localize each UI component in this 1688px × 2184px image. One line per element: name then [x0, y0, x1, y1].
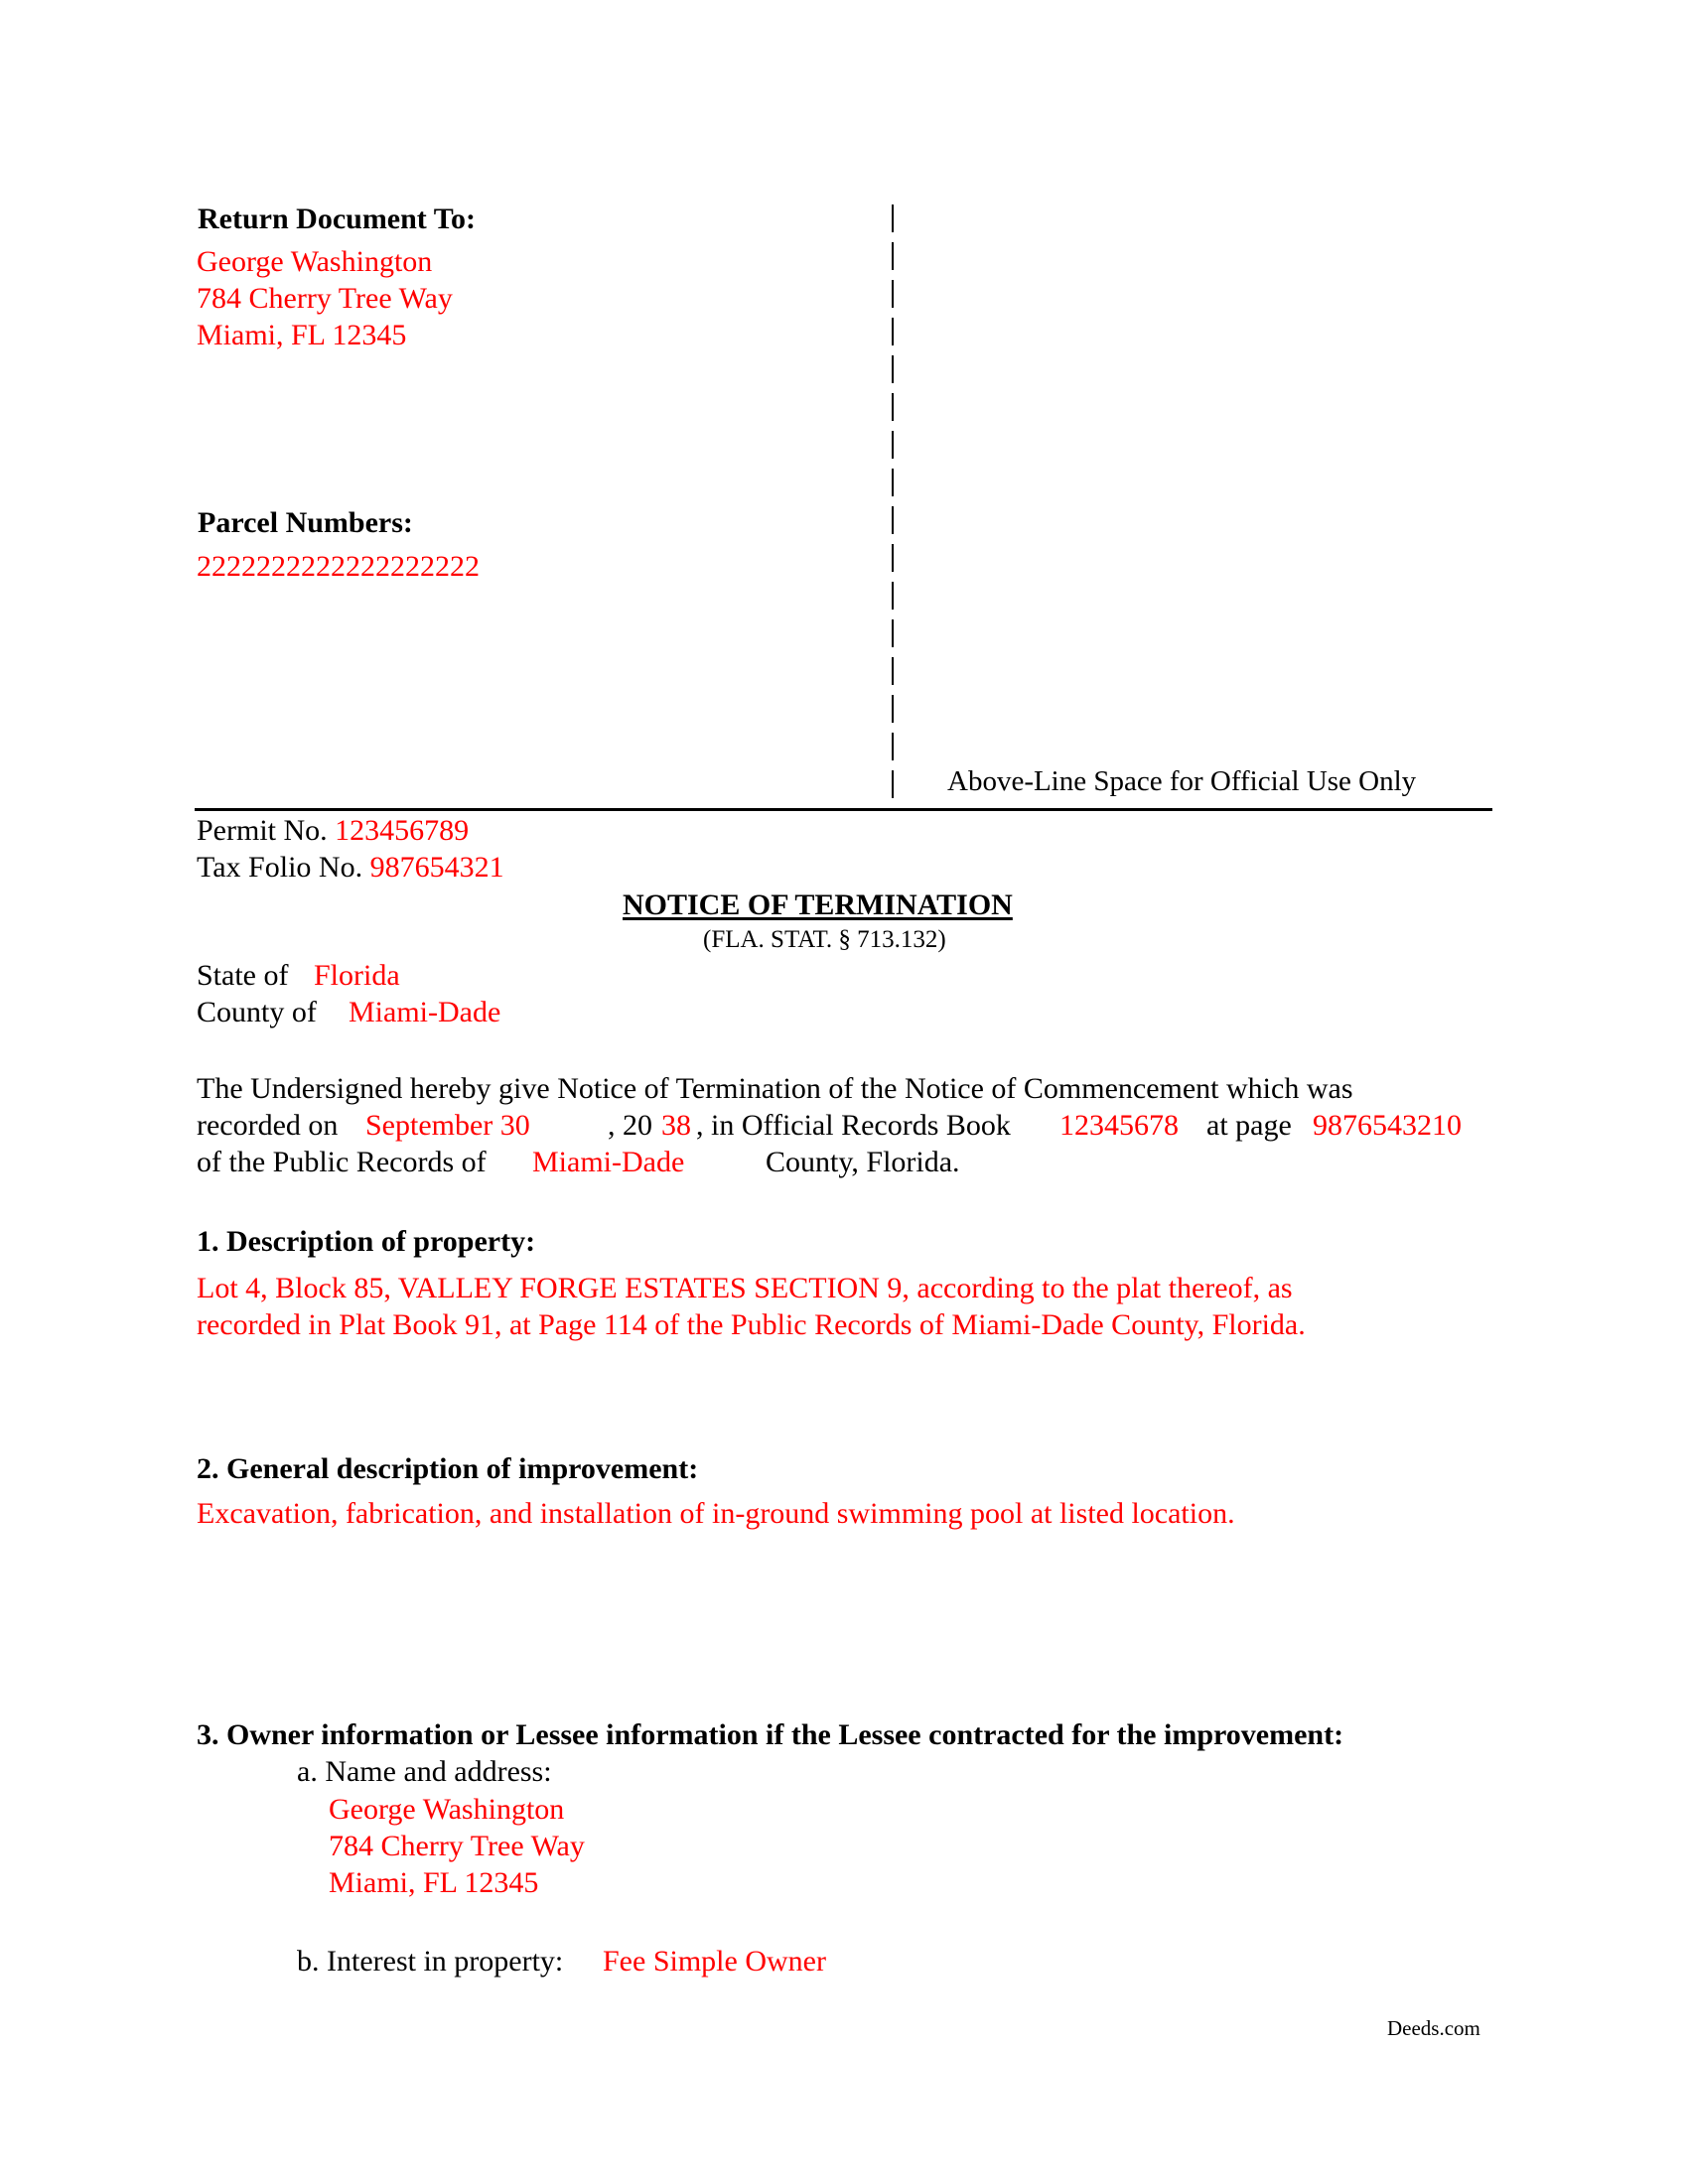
statute-citation: (FLA. STAT. § 713.132) [703, 926, 946, 953]
intro-recorded-on: recorded on [197, 1109, 339, 1142]
return-street: 784 Cherry Tree Way [197, 282, 453, 315]
records-county: Miami-Dade [532, 1146, 685, 1178]
document-title: NOTICE OF TERMINATION [623, 888, 1013, 921]
intro-book-text: , in Official Records Book [696, 1109, 1011, 1142]
return-name: George Washington [197, 245, 433, 278]
parcel-numbers-value: 2222222222222222222 [197, 550, 480, 583]
footer-brand: Deeds.com [1387, 2016, 1480, 2040]
permit-label: Permit No. [197, 814, 328, 847]
official-use-label: Above-Line Space for Official Use Only [947, 765, 1417, 797]
return-document-label: Return Document To: [198, 203, 477, 235]
folio-row [197, 853, 504, 883]
records-book-number: 12345678 [1059, 1109, 1179, 1142]
intro-records-text: of the Public Records of [197, 1146, 487, 1178]
section-1-heading: 1. Description of property: [197, 1225, 536, 1258]
owner-name: George Washington [329, 1793, 565, 1826]
folio-value: 987654321 [369, 851, 504, 884]
records-page-number: 9876543210 [1313, 1109, 1462, 1142]
section-2-heading: 2. General description of improvement: [197, 1452, 699, 1485]
owner-street: 784 Cherry Tree Way [329, 1830, 585, 1862]
improvement-description: Excavation, fabrication, and installation of in-ground swimming pool at listed location. [197, 1497, 1235, 1530]
folio-label: Tax Folio No. [197, 851, 363, 884]
intro-year-prefix: , 20 [608, 1109, 652, 1142]
state-value: Florida [314, 959, 400, 992]
county-label: County of [197, 996, 317, 1028]
name-address-label: a. Name and address: [297, 1755, 552, 1788]
county-value: Miami-Dade [349, 996, 501, 1028]
property-description-line-2: recorded in Plat Book 91, at Page 114 of the Public Records of Miami-Dade County, Florida. [197, 1308, 1306, 1341]
parcel-numbers-label: Parcel Numbers: [198, 506, 413, 539]
section-3-heading: 3. Owner information or Lessee information if the Lessee contracted for the improvement: [197, 1718, 1344, 1751]
recorded-year: 38 [661, 1109, 691, 1142]
interest-value: Fee Simple Owner [603, 1945, 826, 1978]
property-description-line-1: Lot 4, Block 85, VALLEY FORGE ESTATES SECTION 9, according to the plat thereof, as [197, 1272, 1293, 1304]
permit-row [197, 816, 469, 846]
permit-value: 123456789 [335, 814, 470, 847]
intro-county-suffix: County, Florida. [766, 1146, 960, 1178]
interest-label: b. Interest in property: [297, 1945, 564, 1978]
recording-line [195, 808, 1492, 811]
intro-page-text: at page [1206, 1109, 1292, 1142]
return-city: Miami, FL 12345 [197, 319, 407, 351]
owner-city: Miami, FL 12345 [329, 1866, 539, 1899]
state-label: State of [197, 959, 289, 992]
recorded-date: September 30 [365, 1109, 530, 1142]
intro-line-1: The Undersigned hereby give Notice of Termination of the Notice of Commencement which was [197, 1072, 1353, 1105]
